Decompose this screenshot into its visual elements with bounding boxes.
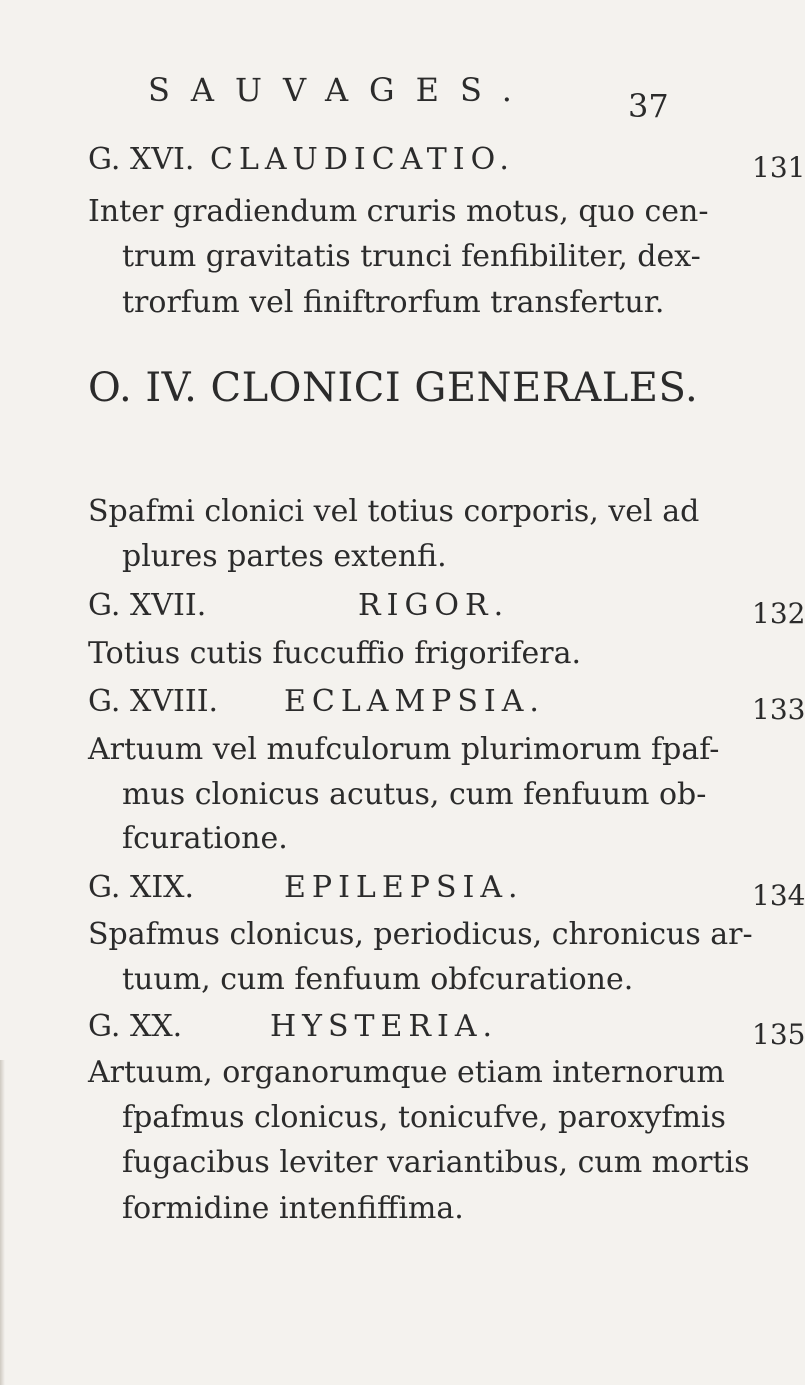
definition-line: Artuum, organorumque etiam internorum — [88, 1055, 725, 1090]
genus-number: G. XIX. — [88, 870, 195, 905]
genus-name: RIGOR. — [358, 588, 510, 623]
definition-line: Inter gradiendum cruris motus, quo cen- — [88, 194, 709, 229]
entry-number: 132 — [752, 597, 805, 630]
definition-line: mus clonicus acutus, cum fenfuum ob- — [122, 777, 707, 812]
definition-line: fcuratione. — [122, 821, 288, 856]
genus-number: G. XVI. — [88, 142, 195, 177]
definition-line: Spafmi clonici vel totius corporis, vel ad — [88, 494, 700, 529]
definition-line: Spafmus clonicus, periodicus, chronicus ar- — [88, 917, 753, 952]
genus-name: EPILEPSIA. — [284, 870, 524, 905]
genus-number: G. XVIII. — [88, 684, 219, 719]
entry-number: 134 — [752, 879, 805, 912]
genus-name: ECLAMPSIA. — [284, 684, 545, 719]
definition-line: trorfum vel finiftrorfum transfertur. — [122, 285, 665, 320]
definition-line: trum gravitatis trunci fenfibiliter, dex- — [122, 239, 701, 274]
genus-number: G. XVII. — [88, 588, 207, 623]
definition-line: fpafmus clonicus, tonicufve, paroxyfmis — [122, 1100, 726, 1135]
page-edge-shadow — [0, 1060, 5, 1385]
definition-line: formidine intenfiffima. — [122, 1191, 464, 1226]
definition-line: Artuum vel mufculorum plurimorum fpaf- — [88, 732, 720, 767]
entry-number: 133 — [752, 693, 805, 726]
genus-name: HYSTERIA. — [270, 1009, 499, 1044]
definition-line: plures partes extenfi. — [122, 539, 447, 574]
genus-name: CLAUDICATIO. — [210, 142, 515, 177]
running-title: SAUVAGES. — [148, 71, 533, 109]
entry-number: 135 — [752, 1018, 805, 1051]
order-heading: O. IV. CLONICI GENERALES. — [88, 365, 699, 411]
entry-number: 131 — [752, 151, 805, 184]
definition-line: Totius cutis fuccuffio frigorifera. — [88, 636, 582, 671]
genus-number: G. XX. — [88, 1009, 183, 1044]
definition-line: fugacibus leviter variantibus, cum mortis — [122, 1145, 750, 1180]
definition-line: tuum, cum fenfuum obfcuratione. — [122, 962, 634, 997]
page-number: 37 — [628, 87, 669, 125]
